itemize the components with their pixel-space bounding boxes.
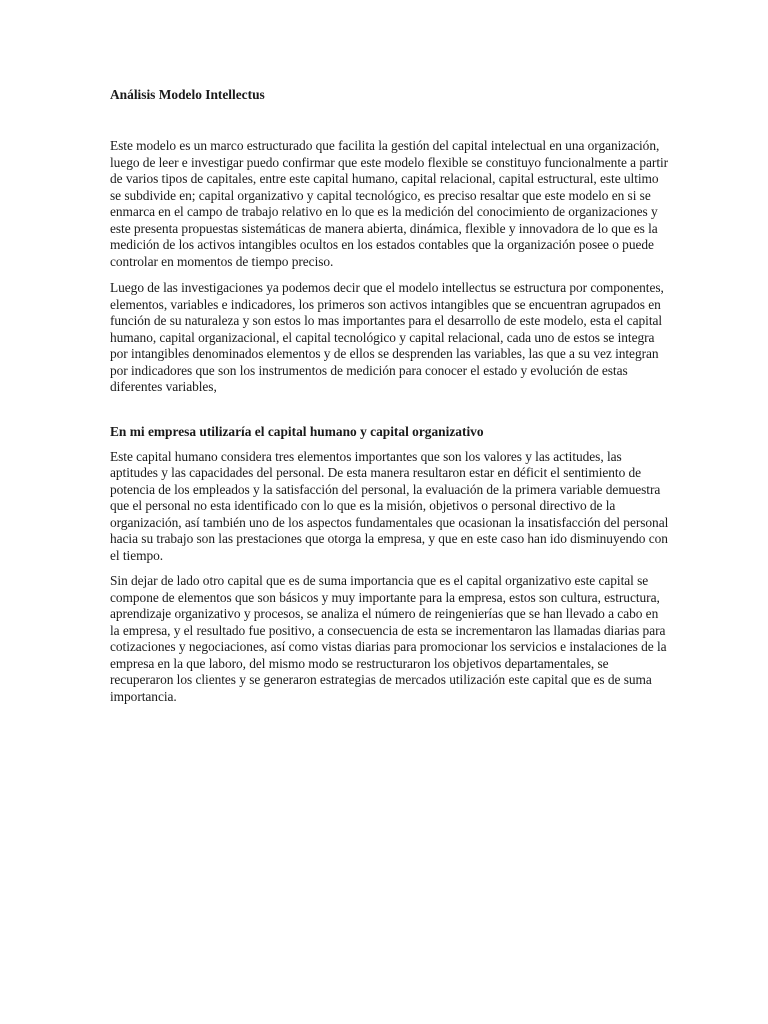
paragraph: Sin dejar de lado otro capital que es de suma importancia que es el capital organizativo este capital se compone de elementos que son básicos y muy importante para la empresa, estos son cultura, estructura, aprendizaje organizativo y procesos, se analiza el número de reingenierías que se han llevado a cabo en la empresa, y el resultado fue positivo, a consecuencia de esta se incrementaron las llamadas diarias para cotizaciones y negociaciones, así como vistas diarias para promocionar los servicios e instalaciones de la empresa en la que laboro, del mismo modo se restructuraron los objetivos departamentales, se recuperaron los clientes y se generaron estrategias de mercados utilización este capital que es de suma importancia. [110, 573, 667, 704]
section-intro [110, 138, 670, 396]
paragraph: Luego de las investigaciones ya podemos decir que el modelo intellectus se estructura por componentes, elementos, variables e indicadores, los primeros son activos intangibles que se encuentran agrupados en función de su naturaleza y son estos lo mas importantes para el desarrollo de este modelo, esta el capital humano, capital organizacional, el capital tecnológico y capital relacional, cada uno de estos se integra por intangibles denominados elementos y de ellos se desprenden las variables, las que a su vez integran por indicadores que son los instrumentos de medición para conocer el estado y evolución de estas diferentes variables, [110, 280, 664, 394]
paragraph: Este capital humano considera tres elementos importantes que son los valores y las actitudes, las aptitudes y las capacidades del personal. De esta manera resultaron estar en déficit el sentimiento de potencia de los empleados y la satisfacción del personal, la evaluación de la primera variable demuestra que el personal no esta identificado con lo que es la misión, objetivos o personal directivo de la organización, así también uno de los aspectos fundamentales que ocasionan la insatisfacción del personal hacia su trabajo son las prestaciones que otorga la empresa, y que en este caso han ido disminuyendo con el tiempo. [110, 448, 669, 563]
section-empresa [110, 449, 670, 706]
document-body [110, 86, 670, 714]
section-heading: En mi empresa utilizaría el capital humano y capital organizativo [110, 423, 484, 439]
paragraph: Este modelo es un marco estructurado que facilita la gestión del capital intelectual en una organización, luego de leer e investigar puedo confirmar que este modelo flexible se constituyo funcionalmente a partir de varios tipos de capitales, entre este capital humano, capital relacional, capital estructural, este ultimo se subdivide en; capital organizativo y capital tecnológico, es preciso resaltar que este modelo en si se enmarca en el campo de trabajo relativo en lo que es la medición del conocimiento de organizaciones y este presenta propuestas sistemáticas de manera abierta, dinámica, flexible y innovadora de lo que es la medición de los activos intangibles ocultos en los estados contables que la organización posee o puede controlar en momentos de tiempo preciso. [110, 138, 669, 269]
document-title: Análisis Modelo Intellectus [110, 87, 265, 102]
